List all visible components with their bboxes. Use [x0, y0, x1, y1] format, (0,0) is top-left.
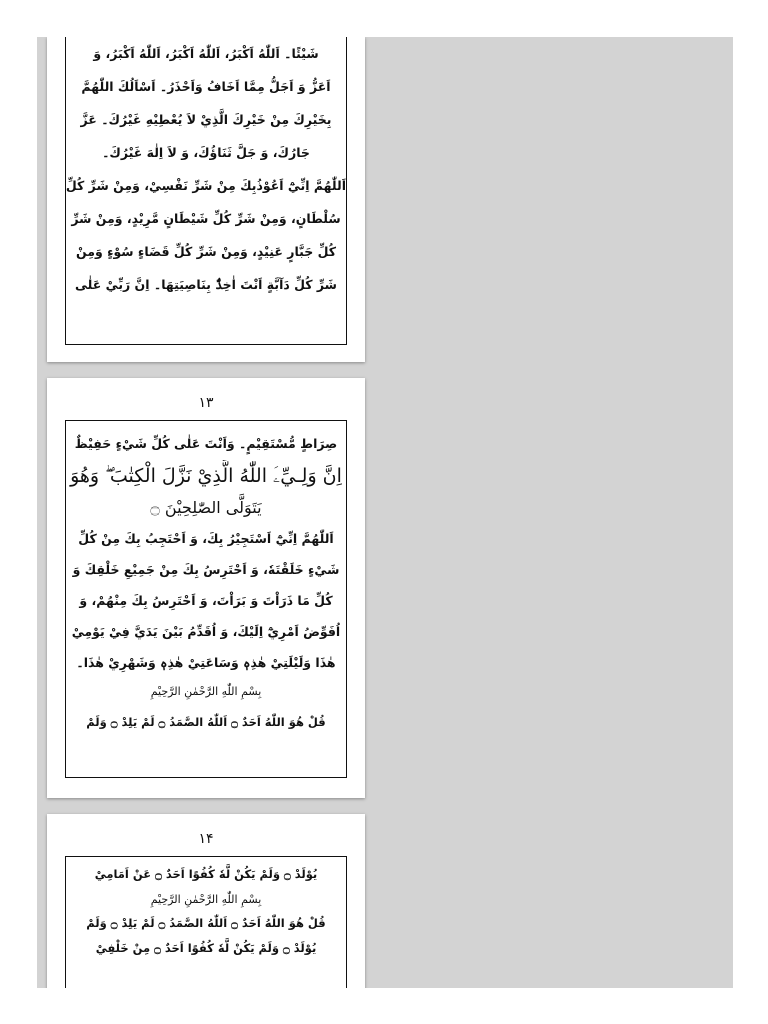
bismillah-line: بِسْمِ اللّٰهِ الرَّحْمٰنِ الرَّحِيْمِ [150, 893, 262, 906]
text-line: كُلِّ جَبَّارٍ عَنِيْدٍ، وَمِنْ شَرِّ كُلِّ قَضَاءٍ سُوْءٍ وَمِنْ [75, 244, 337, 259]
text-line: اُفَوِّضُ اَمْرِيْٓ اِلَيْكَ، وَ اُقَدِّمُ بَيْنَ يَدَيَّ فِيْ يَوْمِيْ [71, 624, 341, 639]
bismillah-line: بِسْمِ اللّٰهِ الرَّحْمٰنِ الرَّحِيْمِ [150, 685, 262, 698]
text-line: بِخَيْرِكَ مِنْ خَيْرِكَ الَّذِيْ لاَ يُعْطِيْهِ غَيْرُكَ۔ عَزَّ [80, 112, 332, 127]
page-number: ۱۴ [198, 831, 214, 847]
text-line: كُلِّ مَا ذَرَاْتَ وَ بَرَاْتَ، وَ اَحْتَرِسُ بِكَ مِنْهُمْ، وَ [79, 593, 333, 608]
text-line: شَيْئًا۔ اَللّٰهُ اَكْبَرُ، اَللّٰهُ اَكْبَرُ، اَللّٰهُ اَكْبَرُ، وَ [93, 46, 319, 61]
document-page-14 [47, 814, 365, 988]
text-line: شَيْءٍ خَلَقْتَهٗ، وَ اَحْتَرِسُ بِكَ مِنْ جَمِيْعِ خَلْقِكَ وَ [72, 562, 340, 577]
quran-verse-line: اِنَّ وَلِـيِّۦَ اللّٰهُ الَّذِيْ نَزَّلَ الْكِتٰبَ ۖ وَهُوَ [70, 465, 342, 487]
document-page-13 [47, 378, 365, 798]
text-line: اَللّٰهُمَّ اِنِّيْٓ اَسْتَجِيْرُ بِكَ، وَ اَحْتَجِبُ بِكَ مِنْ كُلِّ [78, 531, 334, 546]
page-border [65, 856, 347, 988]
text-line: قُلْ هُوَ اللّٰهُ اَحَدٌ ۝ اَللّٰهُ الصَّمَدُ ۝ لَمْ يَلِدْ ۝ وَلَمْ [86, 715, 326, 729]
page-border [65, 37, 347, 345]
text-line: صِرَاطٍ مُّسْتَقِيْمٍ۔ وَاَنْتَ عَلٰى كُلِّ شَيْءٍ حَفِيْظٌ [74, 436, 338, 451]
quran-verse-line: يَتَوَلَّى الصّٰلِحِيْنَ ۝ [150, 498, 262, 517]
text-line: يُوْلَدْ ۝ وَلَمْ يَكُنْ لَّهٗ كُفُوًا اَحَدٌ ۝ مِنْ خَلْفِيْ [95, 941, 317, 955]
text-line: سُلْطَانٍ، وَمِنْ شَرِّ كُلِّ شَيْطَانٍ مَّرِيْدٍ، وَمِنْ شَرِّ [71, 211, 341, 226]
page-border [65, 420, 347, 778]
text-line: هٰذَا وَلَيْلَتِيْ هٰذِهٖ وَسَاعَتِيْ هٰذِهٖ وَشَهْرِيْ هٰذَا۔ [76, 655, 336, 670]
text-line: قُلْ هُوَ اللّٰهُ اَحَدٌ ۝ اَللّٰهُ الصَّمَدُ ۝ لَمْ يَلِدْ ۝ وَلَمْ [86, 916, 326, 930]
text-line: اَعَزُّ وَ اَجَلُّ مِمَّا اَخَافُ وَاَحْذَرُ۔ اَسْاَلُكَ اللّٰهُمَّ [81, 79, 331, 94]
text-line: شَرِّ كُلِّ دَآبَّةٍ اَنْتَ اٰخِذٌۢ بِنَاصِيَتِهَا۔ اِنَّ رَبِّيْ عَلٰى [75, 277, 337, 292]
text-line: جَارُكَ، وَ جَلَّ ثَنَاؤُكَ، وَ لاَ اِلٰهَ غَيْرُكَ۔ [102, 145, 310, 160]
text-line: يُوْلَدْ ۝ وَلَمْ يَكُنْ لَّهٗ كُفُوًا اَحَدٌ ۝ عَنْ اَمَامِيْ [94, 867, 318, 881]
page-number: ۱۳ [198, 395, 214, 411]
text-line: اَللّٰهُمَّ اِنِّيْٓ اَعُوْذُبِكَ مِنْ شَرِّ نَفْسِيْ، وَمِنْ شَرِّ كُلِّ [66, 178, 346, 193]
document-page-12 [47, 37, 365, 362]
document-viewer[interactable] [37, 37, 733, 988]
